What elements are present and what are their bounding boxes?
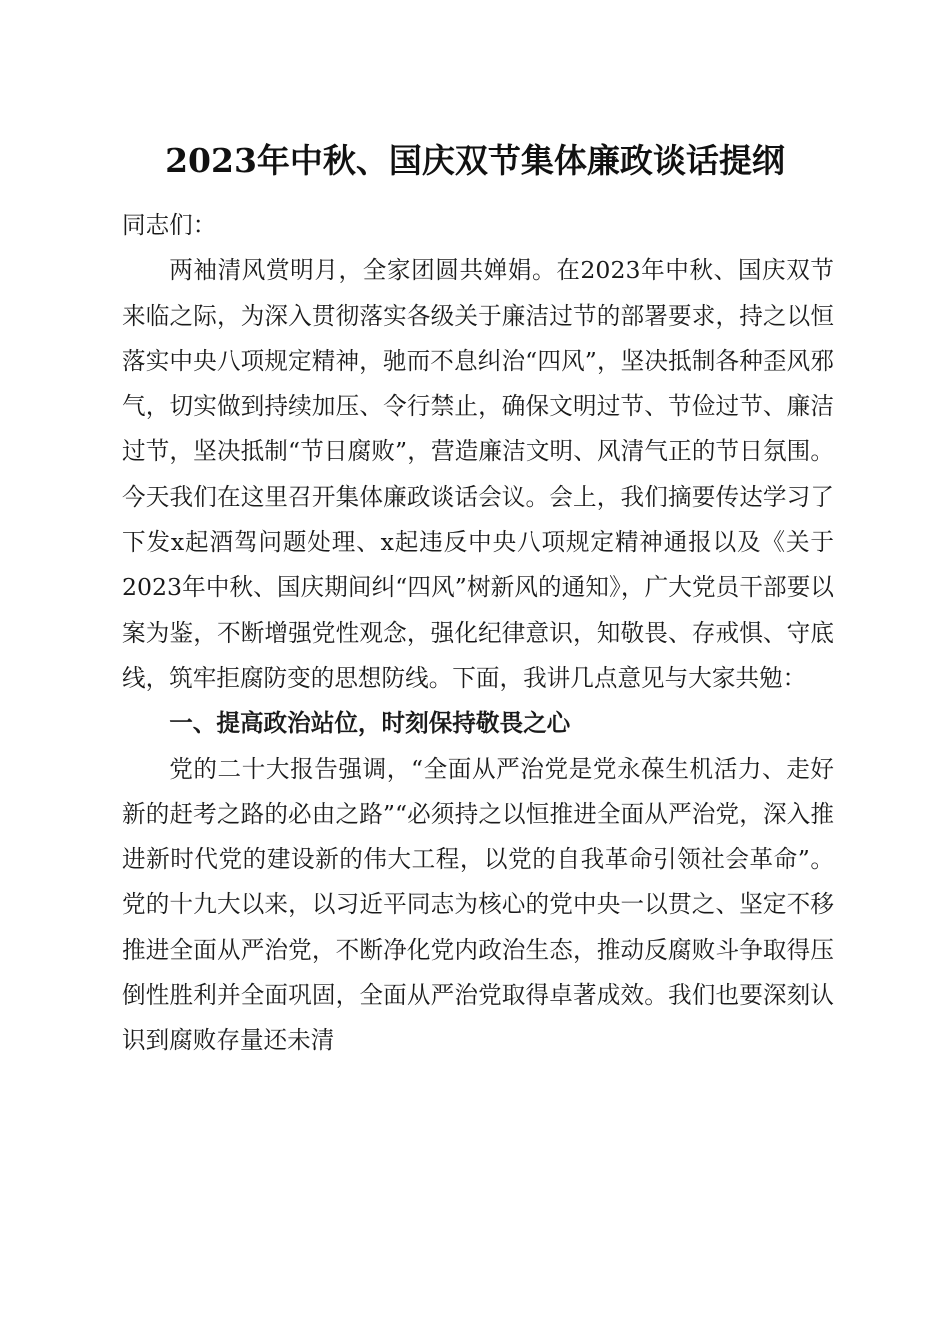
document-title: 2023年中秋、国庆双节集体廉政谈话提纲 — [165, 141, 785, 180]
section-heading-1: 一、提高政治站位，时刻保持敬畏之心 — [169, 709, 571, 738]
document-body — [122, 203, 834, 1064]
paragraph-section-1: 党的二十大报告强调，“全面从严治党是党永葆生机活力、走好新的赶考之路的必由之路”“必须持之以恒推进全面从严治党，深入推进新时代党的建设新的伟大工程，以党的自我革命引领社会革命”。党的十九大以来，以习近平同志为核心的党中央一以贯之、坚定不移推进全面从严治党，不断净化党内政治生态，推动反腐败斗争取得压倒性胜利并全面巩固，全面从严治党取得卓著成效。我们也要深刻认识到腐败存量还未清 — [122, 754, 834, 1055]
paragraph-intro: 两袖清风赏明月，全家团圆共婵娟。在2023年中秋、国庆双节来临之际，为深入贯彻落实各级关于廉洁过节的部署要求，持之以恒落实中央八项规定精神，驰而不息纠治“四风”，坚决抵制各种歪风邪气，切实做到持续加压、令行禁止，确保文明过节、节俭过节、廉洁过节，坚决抵制“节日腐败”，营造廉洁文明、风清气正的节日氛围。今天我们在这里召开集体廉政谈话会议。会上，我们摘要传达学习了下发x起酒驾问题处理、x起违反中央八项规定精神通报以及《关于2023年中秋、国庆期间纠“四风”树新风的通知》，广大党员干部要以案为鉴，不断增强党性观念，强化纪律意识，知敬畏、存戒惧、守底线，筑牢拒腐防变的思想防线。下面，我讲几点意见与大家共勉： — [122, 256, 834, 692]
salutation: 同志们： — [122, 211, 217, 239]
